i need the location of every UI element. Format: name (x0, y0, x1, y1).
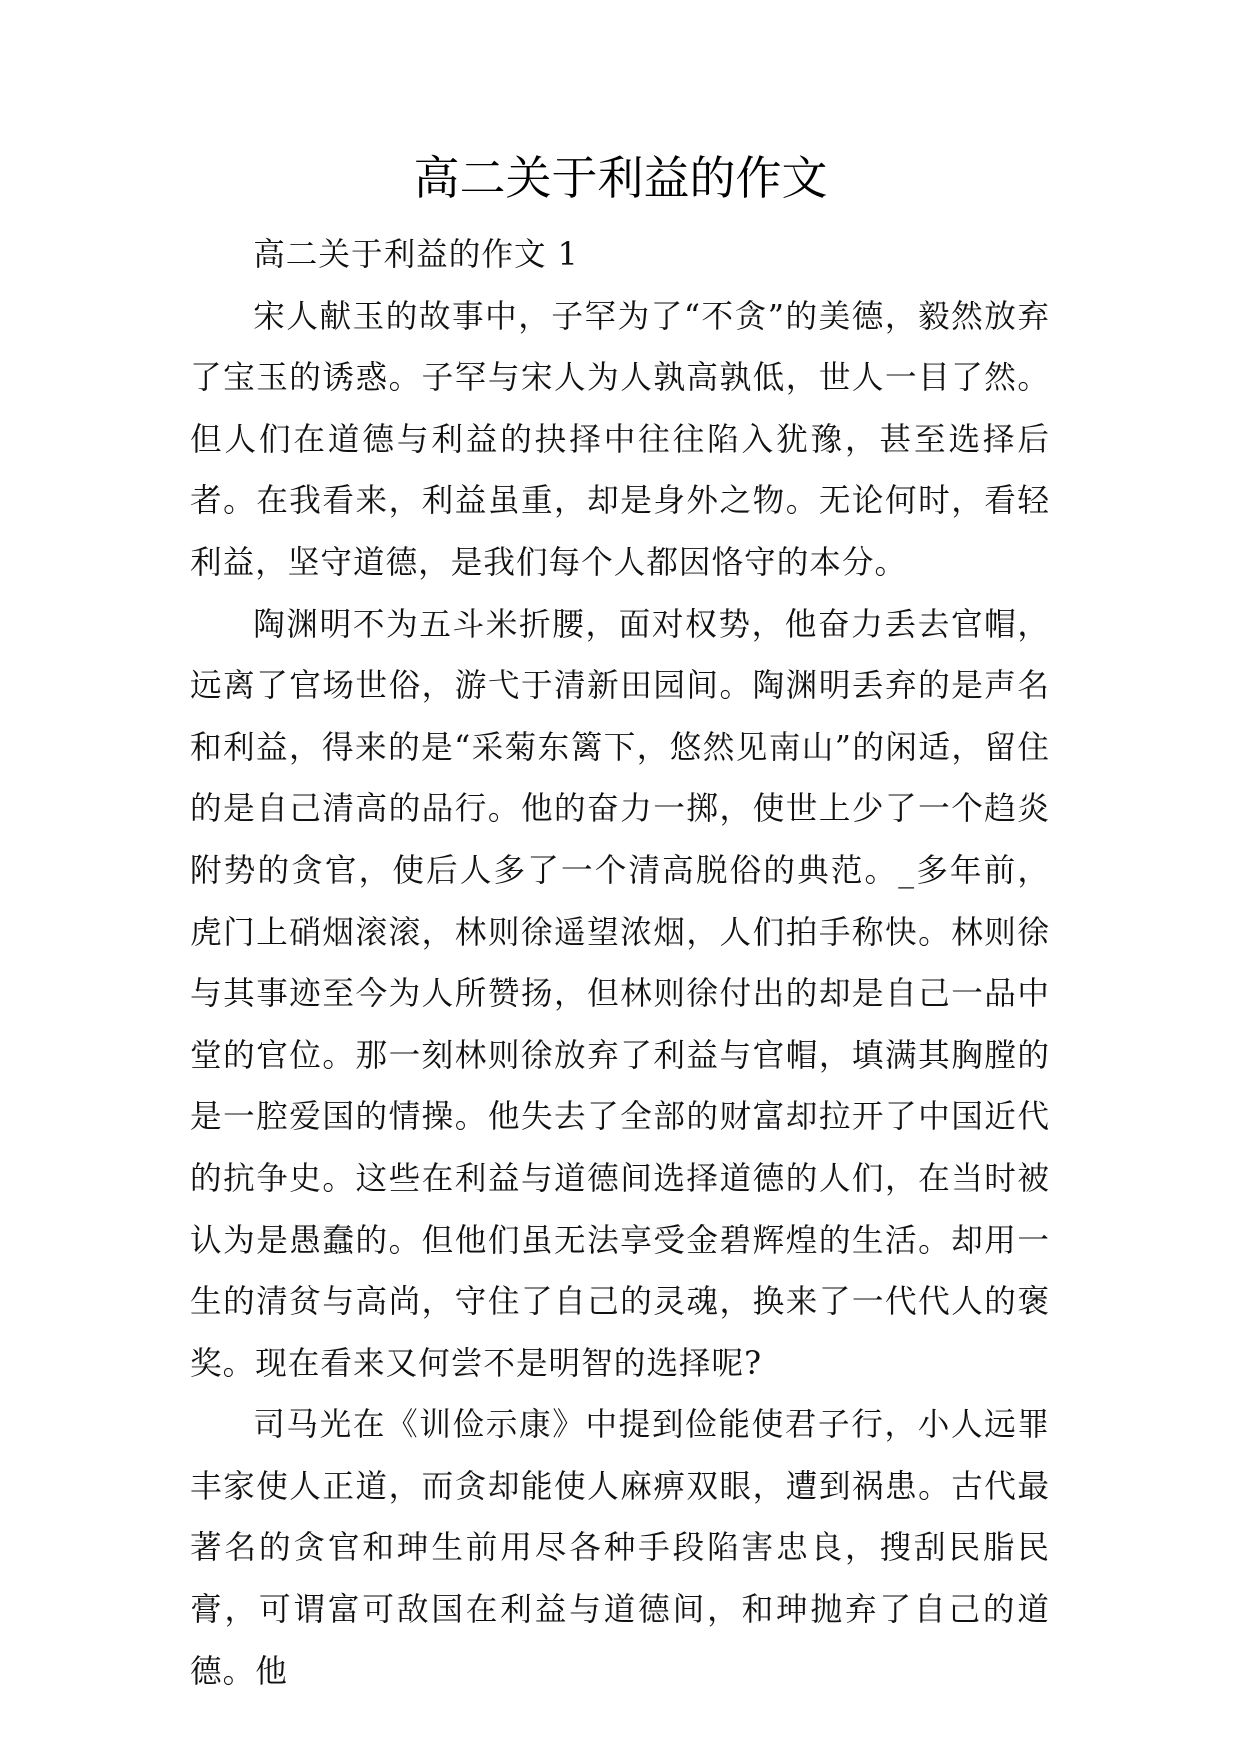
essay-heading: 高二关于利益的作文 1 (253, 237, 579, 273)
paragraph-3: 司马光在《训俭示康》中提到俭能使君子行，小人远罪丰家使人正道，而贪却能使人麻痹双眼，遭到祸患。古代最著名的贪官和珅生前用尽各种手段陷害忠良，搜刮民脂民膏，可谓富可敌国在利益与道德间，和珅抛弃了自己的道德。他 (190, 1407, 1050, 1690)
paragraph-2: 陶渊明不为五斗米折腰，面对权势，他奋力丢去官帽，远离了官场世俗，游弋于清新田园间。陶渊明丢弃的是声名和利益，得来的是“采菊东篱下，悠然见南山”的闲适，留住的是自己清高的品行。他的奋力一掷，使世上少了一个趋炎附势的贪官，使后人多了一个清高脱俗的典范。_多年前，虎门上硝烟滚滚，林则徐遥望浓烟，人们拍手称快。林则徐与其事迹至今为人所赞扬，但林则徐付出的却是自己一品中堂的官位。那一刻林则徐放弃了利益与官帽，填满其胸膛的是一腔爱国的情操。他失去了全部的财富却拉开了中国近代的抗争史。这些在利益与道德间选择道德的人们，在当时被认为是愚蠢的。但他们虽无法享受金碧辉煌的生活。却用一生的清贫与高尚，守住了自己的灵魂，换来了一代代人的褒奖。现在看来又何尝不是明智的选择呢? (190, 606, 1050, 1382)
document-title: 高二关于利益的作文 (413, 151, 828, 205)
document-body (190, 225, 1050, 1703)
paragraph-1: 宋人献玉的故事中，子罕为了“不贪”的美德，毅然放弃了宝玉的诱惑。子罕与宋人为人孰高孰低，世人一目了然。但人们在道德与利益的抉择中往往陷入犹豫，甚至选择后者。在我看来，利益虽重，却是身外之物。无论何时，看轻利益，坚守道德，是我们每个人都因恪守的本分。 (190, 298, 1050, 581)
